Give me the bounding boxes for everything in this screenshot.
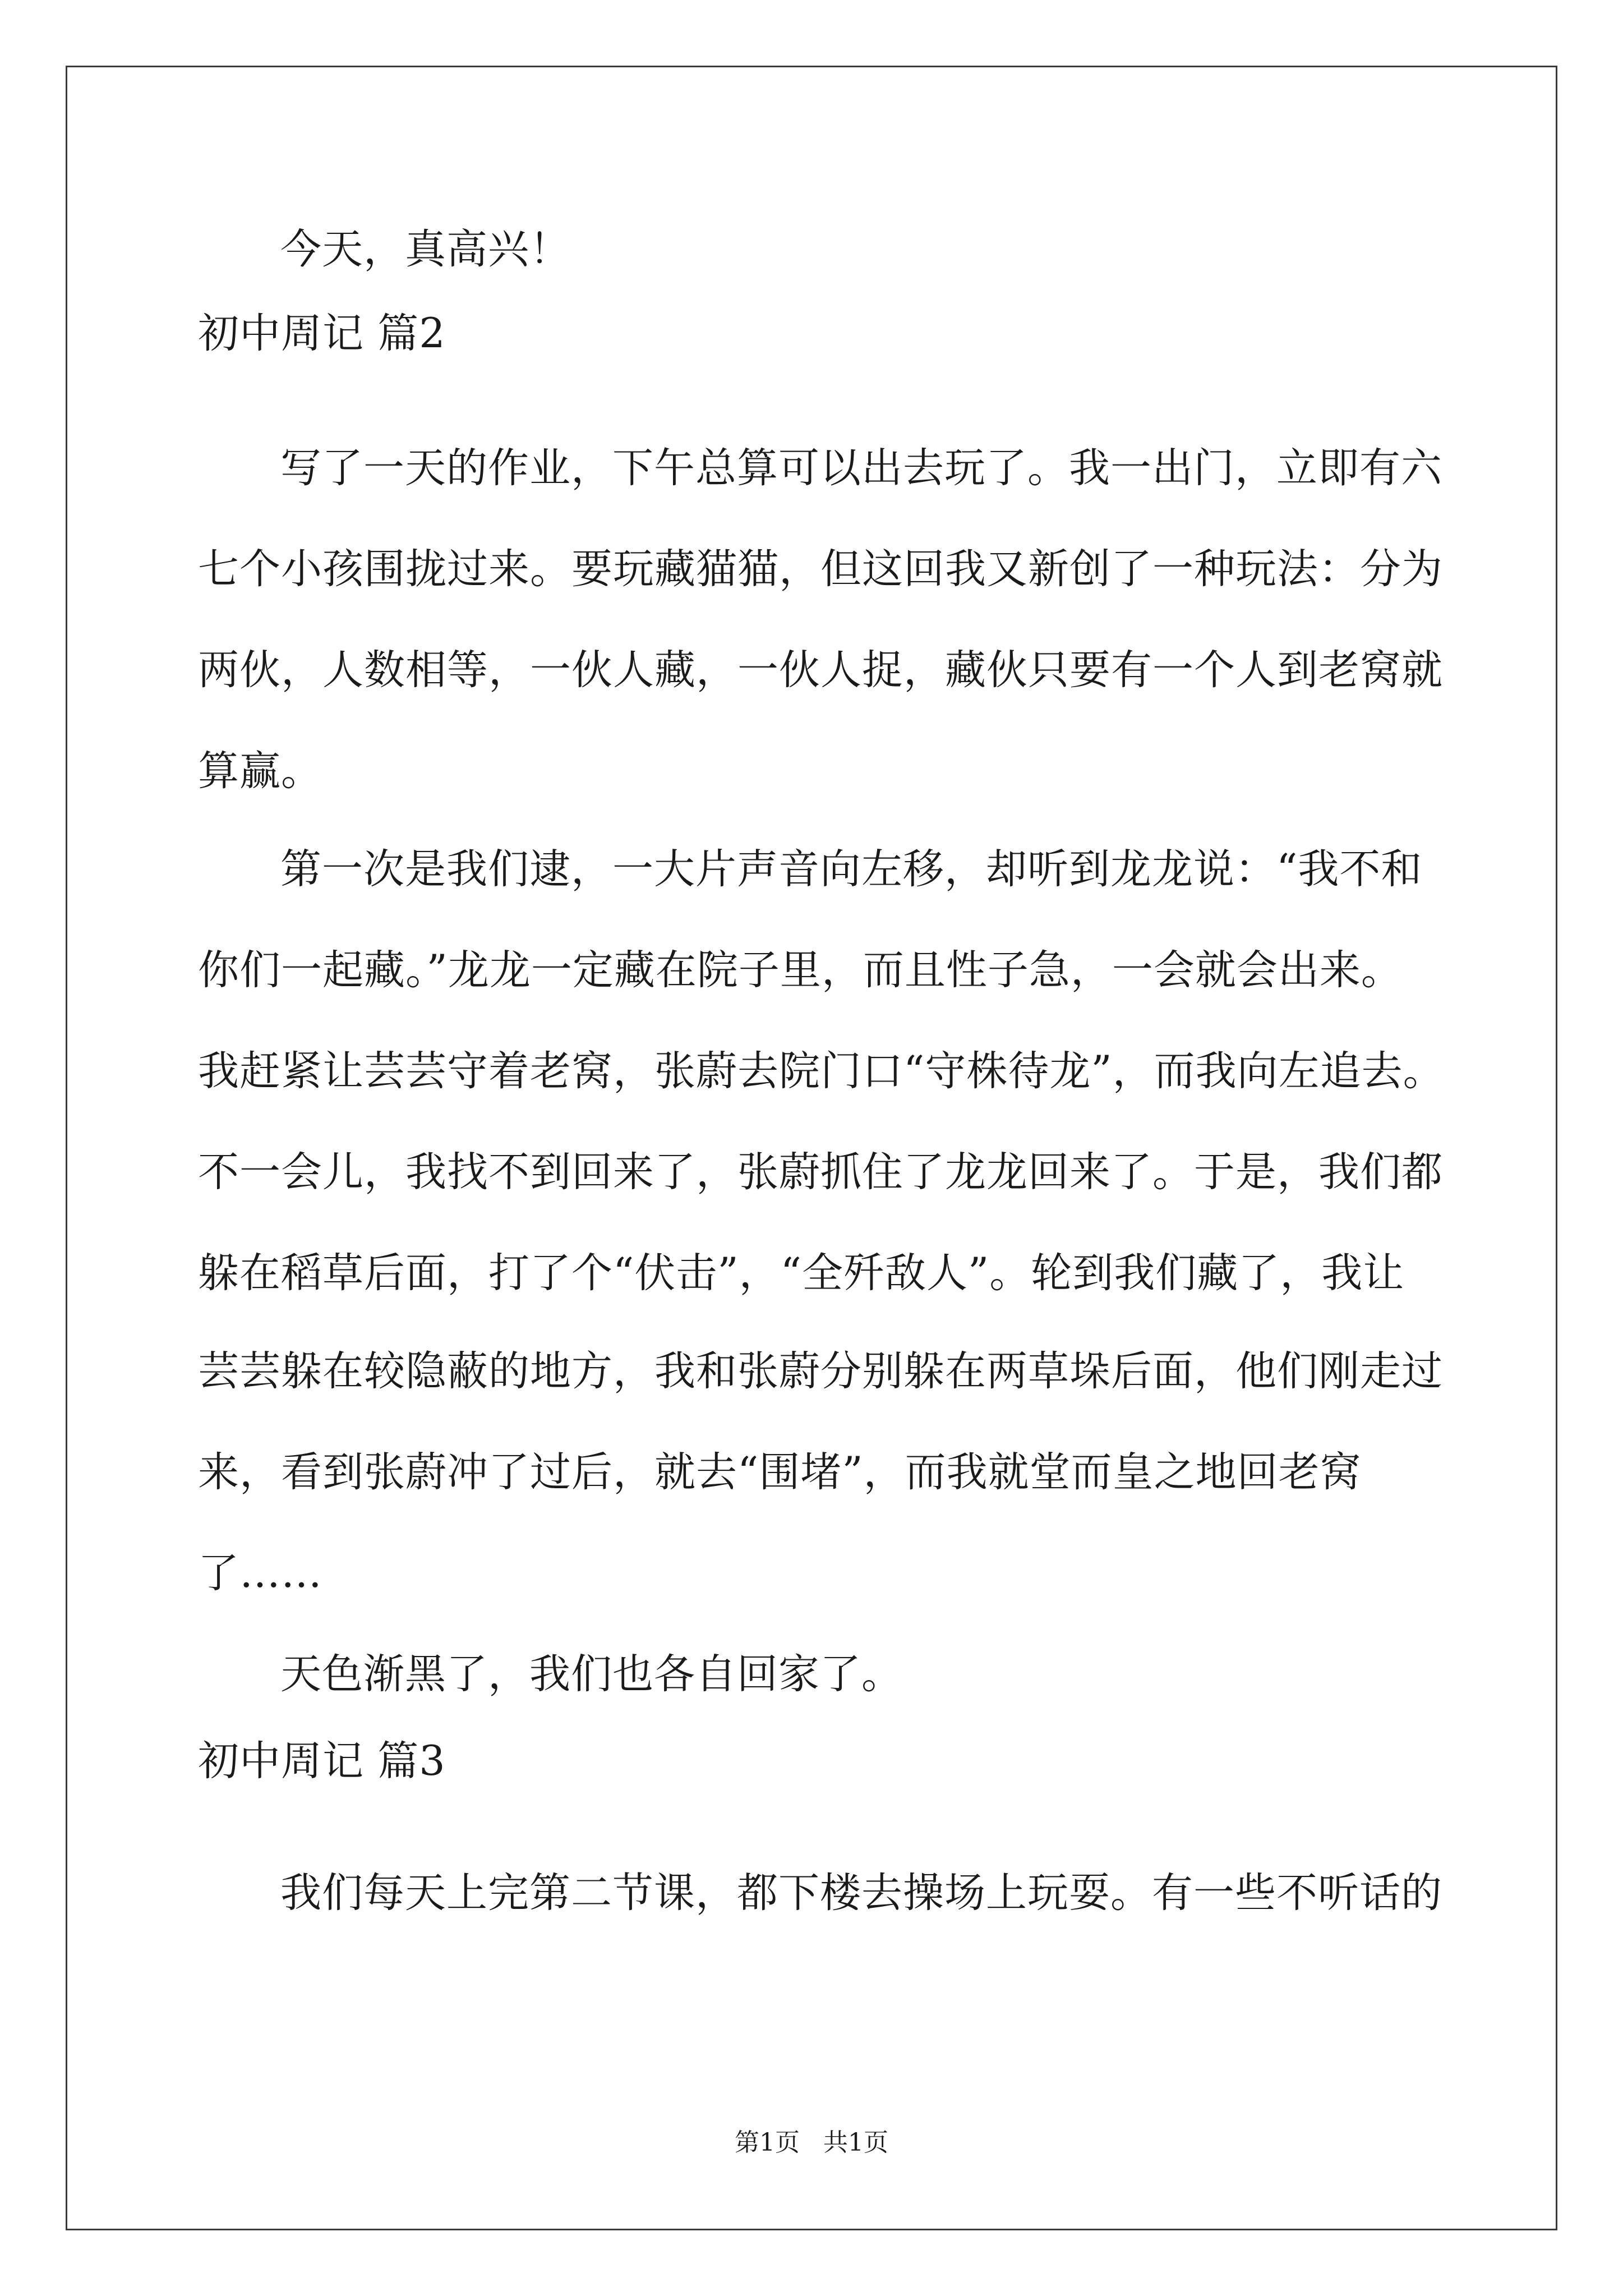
- paragraph-line: 躲在稻草后面，打了个“伏击”，“全歼敌人”。轮到我们藏了，我让: [198, 1249, 1405, 1297]
- paragraph-line: 天色渐黑了，我们也各自回家了。: [280, 1650, 903, 1698]
- paragraph-line: 不一会儿，我找不到回来了，张蔚抓住了龙龙回来了。于是，我们都: [198, 1148, 1443, 1196]
- paragraph-line: 第一次是我们逮，一大片声音向左移，却听到龙龙说：“我不和: [280, 845, 1423, 893]
- paragraph-line: 今天，真高兴！: [280, 226, 571, 273]
- section-heading: 初中周记 篇2: [198, 310, 446, 357]
- section-heading: 初中周记 篇3: [198, 1737, 446, 1785]
- paragraph-line: 你们一起藏。”龙龙一定藏在院子里，而且性子急，一会就会出来。: [198, 946, 1403, 994]
- paragraph-line: 芸芸躲在较隐蔽的地方，我和张蔚分别躲在两草垛后面，他们刚走过: [198, 1347, 1443, 1395]
- paragraph-line: 我们每天上完第二节课，都下楼去操场上玩耍。有一些不听话的: [280, 1869, 1442, 1917]
- paragraph-line: 两伙，人数相等，一伙人藏，一伙人捉，藏伙只要有一个人到老窝就: [198, 646, 1443, 694]
- paragraph-line: 七个小孩围拢过来。要玩藏猫猫，但这回我又新创了一种玩法：分为: [198, 545, 1443, 593]
- paragraph-line: 我赶紧让芸芸守着老窝，张蔚去院门口“守株待龙”，而我向左追去。: [198, 1047, 1445, 1095]
- paragraph-line: 了……: [198, 1549, 322, 1597]
- paragraph-line: 来，看到张蔚冲了过后，就去“围堵”，而我就堂而皇之地回老窝: [198, 1448, 1362, 1496]
- paragraph-line: 写了一天的作业，下午总算可以出去玩了。我一出门，立即有六: [280, 444, 1442, 492]
- page-footer: 第1页 共1页: [735, 2128, 888, 2157]
- paragraph-line: 算赢。: [198, 747, 322, 795]
